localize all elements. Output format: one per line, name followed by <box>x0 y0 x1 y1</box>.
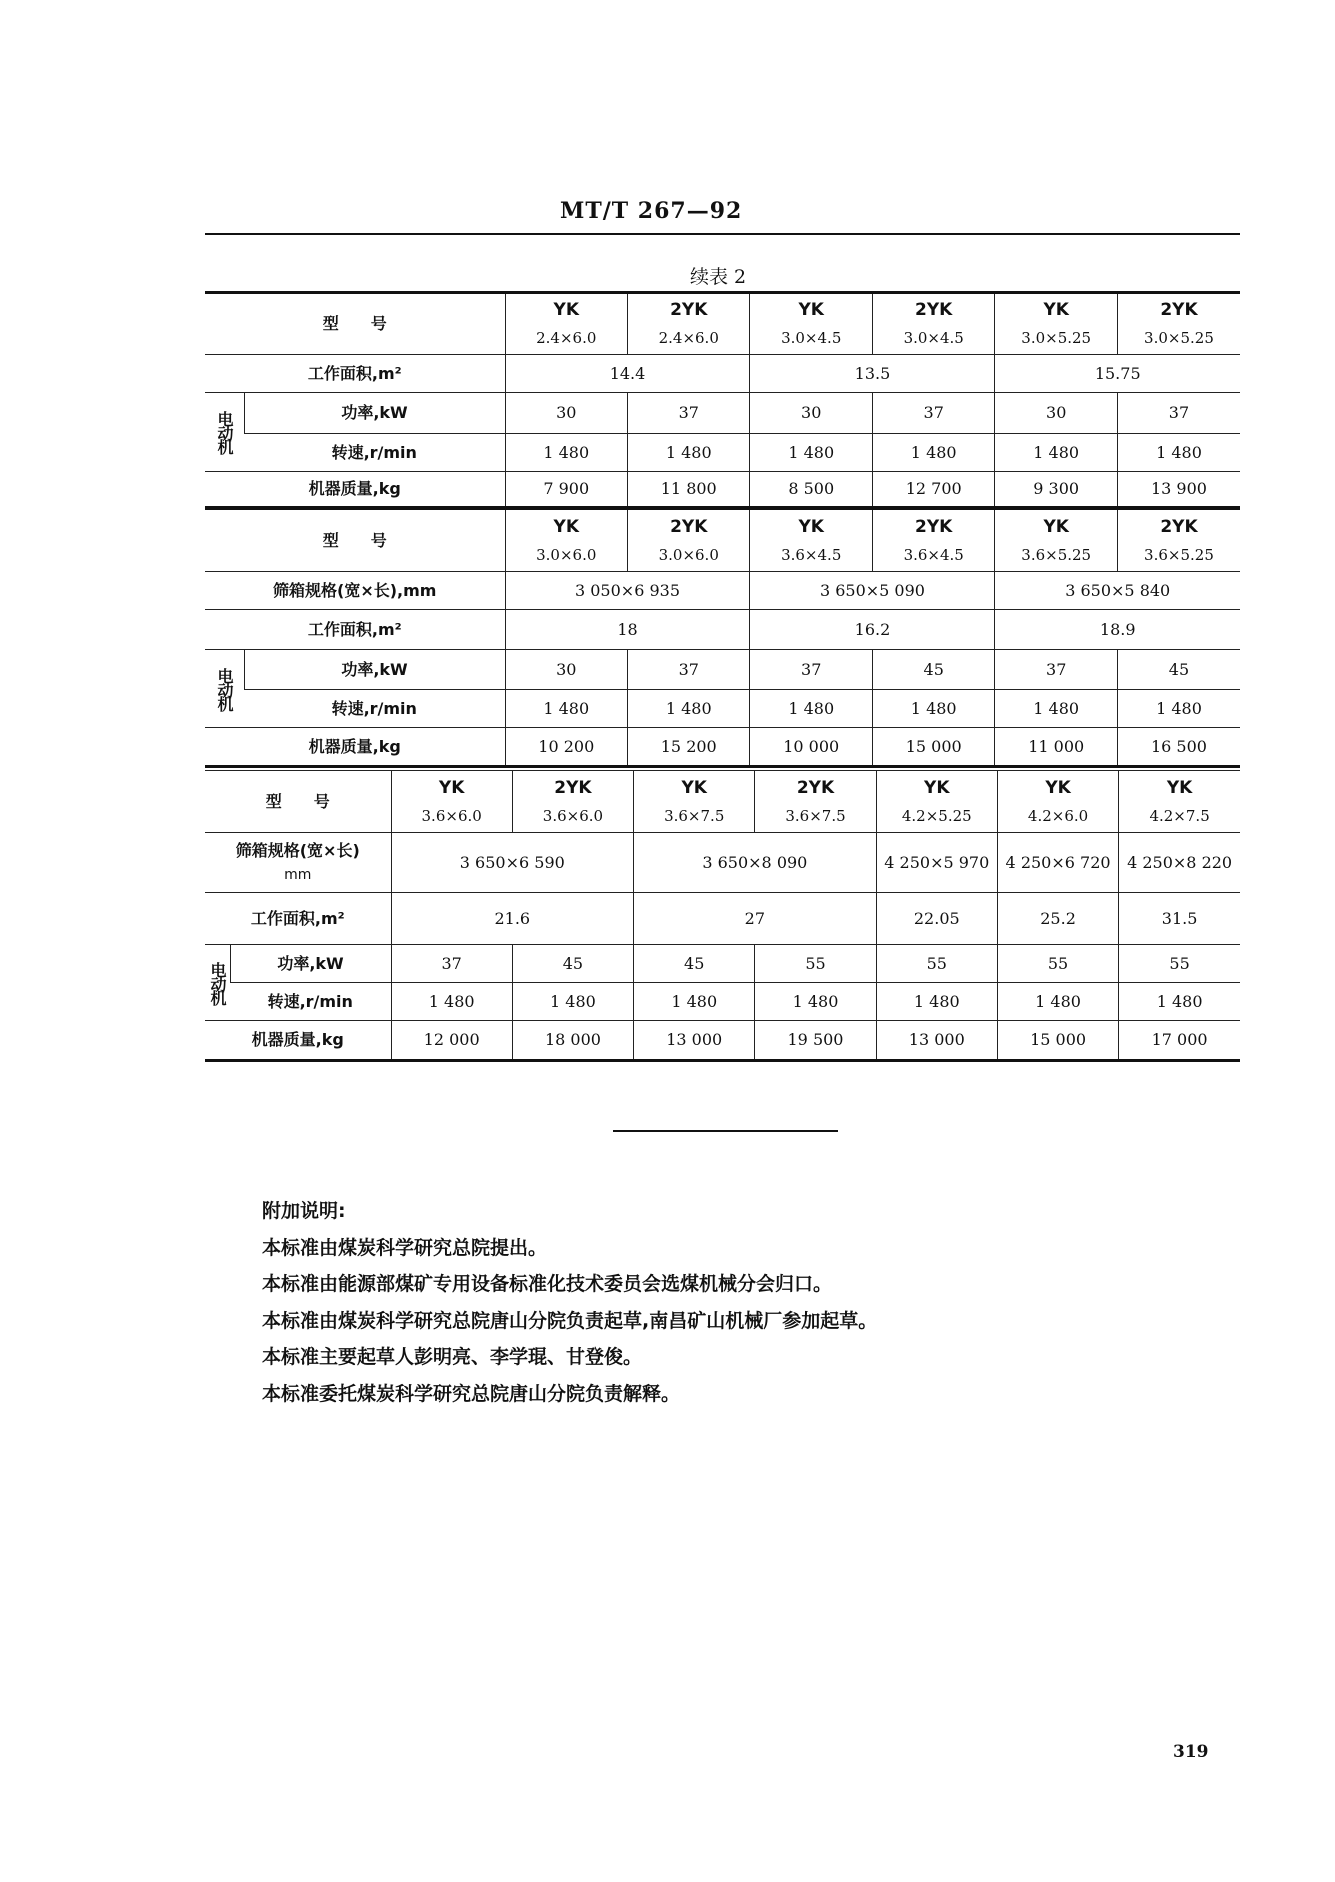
mass-value: 19 500 <box>755 1021 876 1061</box>
speed-value: 1 480 <box>876 983 997 1021</box>
power-value: 30 <box>750 393 872 434</box>
mass-value: 15 000 <box>997 1021 1118 1061</box>
power-value: 30 <box>505 650 627 690</box>
section-separator <box>613 1130 838 1132</box>
speed-value: 1 480 <box>512 983 633 1021</box>
speed-value: 1 480 <box>1119 983 1240 1021</box>
speed-value: 1 480 <box>872 690 994 728</box>
screen-spec-label: 筛箱规格(宽×长) mm <box>205 833 391 893</box>
power-label: 功率,kW <box>230 945 391 983</box>
screen-spec-value: 3 650×5 840 <box>995 572 1240 610</box>
work-area-value: 21.6 <box>391 893 634 945</box>
mass-label: 机器质量,kg <box>205 1021 391 1061</box>
mass-value: 13 000 <box>634 1021 755 1061</box>
screen-spec-value: 3 650×5 090 <box>750 572 995 610</box>
work-area-value: 15.75 <box>995 355 1240 393</box>
model-cell: YK 4.2×5.25 <box>876 771 997 833</box>
speed-value: 1 480 <box>995 690 1117 728</box>
speed-value: 1 480 <box>997 983 1118 1021</box>
model-cell: YK 3.0×6.0 <box>505 509 627 572</box>
mass-value: 12 000 <box>391 1021 512 1061</box>
model-label: 型 号 <box>205 293 505 355</box>
mass-value: 9 300 <box>995 472 1117 508</box>
work-area-value: 25.2 <box>997 893 1118 945</box>
power-value: 55 <box>755 945 876 983</box>
mass-value: 13 900 <box>1117 472 1240 508</box>
model-cell: YK 3.6×6.0 <box>391 771 512 833</box>
notes-line: 本标准由煤炭科学研究总院提出。 <box>262 1236 548 1259</box>
speed-label: 转速,r/min <box>230 983 391 1021</box>
model-cell: YK 3.0×5.25 <box>995 293 1117 355</box>
notes-line: 本标准由煤炭科学研究总院唐山分院负责起草,南昌矿山机械厂参加起草。 <box>262 1309 878 1332</box>
work-area-value: 16.2 <box>750 610 995 650</box>
work-area-value: 27 <box>634 893 877 945</box>
mass-value: 8 500 <box>750 472 872 508</box>
speed-value: 1 480 <box>750 434 872 472</box>
model-cell: YK 4.2×6.0 <box>997 771 1118 833</box>
mass-value: 15 200 <box>628 728 750 767</box>
power-value: 37 <box>628 393 750 434</box>
spec-table-block-1 <box>205 291 1240 509</box>
speed-value: 1 480 <box>995 434 1117 472</box>
model-cell: YK 4.2×7.5 <box>1119 771 1240 833</box>
speed-label: 转速,r/min <box>244 690 505 728</box>
model-cell: YK 2.4×6.0 <box>505 293 627 355</box>
speed-value: 1 480 <box>1117 434 1240 472</box>
speed-value: 1 480 <box>628 690 750 728</box>
power-value: 45 <box>872 650 994 690</box>
mass-value: 15 000 <box>872 728 994 767</box>
power-value: 45 <box>512 945 633 983</box>
screen-spec-value: 3 650×6 590 <box>391 833 634 893</box>
power-value: 37 <box>628 650 750 690</box>
power-value: 45 <box>634 945 755 983</box>
page-number: 319 <box>1173 1742 1209 1762</box>
speed-value: 1 480 <box>505 434 627 472</box>
model-cell: 2YK 3.0×4.5 <box>872 293 994 355</box>
work-area-label: 工作面积,m² <box>205 610 505 650</box>
model-cell: 2YK 3.6×7.5 <box>755 771 876 833</box>
model-label: 型 号 <box>205 771 391 833</box>
model-cell: 2YK 3.0×6.0 <box>628 509 750 572</box>
model-label: 型 号 <box>205 509 505 572</box>
power-value: 37 <box>391 945 512 983</box>
notes-line: 本标准由能源部煤矿专用设备标准化技术委员会选煤机械分会归口。 <box>262 1273 833 1295</box>
notes-title: 附加说明: <box>262 1200 346 1222</box>
power-value: 37 <box>872 393 994 434</box>
speed-value: 1 480 <box>750 690 872 728</box>
mass-value: 10 200 <box>505 728 627 767</box>
power-value: 30 <box>995 393 1117 434</box>
mass-value: 10 000 <box>750 728 872 767</box>
screen-spec-value: 3 050×6 935 <box>505 572 750 610</box>
power-value: 37 <box>995 650 1117 690</box>
screen-spec-label: 筛箱规格(宽×长),mm <box>205 572 505 610</box>
speed-value: 1 480 <box>634 983 755 1021</box>
power-value: 37 <box>750 650 872 690</box>
power-value: 37 <box>1117 393 1240 434</box>
power-value: 55 <box>1119 945 1240 983</box>
model-cell: YK 3.6×7.5 <box>634 771 755 833</box>
screen-spec-value: 4 250×5 970 <box>876 833 997 893</box>
notes-line: 本标准主要起草人彭明亮、李学琨、甘登俊。 <box>262 1346 643 1368</box>
work-area-value: 14.4 <box>505 355 750 393</box>
power-value: 55 <box>876 945 997 983</box>
power-value: 30 <box>505 393 627 434</box>
work-area-value: 22.05 <box>876 893 997 945</box>
model-cell: YK 3.6×4.5 <box>750 509 872 572</box>
work-area-value: 31.5 <box>1119 893 1240 945</box>
mass-label: 机器质量,kg <box>205 728 505 767</box>
mass-value: 11 000 <box>995 728 1117 767</box>
mass-value: 17 000 <box>1119 1021 1240 1061</box>
mass-value: 12 700 <box>872 472 994 508</box>
speed-value: 1 480 <box>391 983 512 1021</box>
speed-value: 1 480 <box>1117 690 1240 728</box>
notes-line: 本标准委托煤炭科学研究总院唐山分院负责解释。 <box>262 1382 681 1405</box>
mass-value: 18 000 <box>512 1021 633 1061</box>
mass-value: 7 900 <box>505 472 627 508</box>
work-area-label: 工作面积,m² <box>205 355 505 393</box>
model-cell: YK 3.6×5.25 <box>995 509 1117 572</box>
work-area-value: 18 <box>505 610 750 650</box>
speed-value: 1 480 <box>628 434 750 472</box>
work-area-value: 13.5 <box>750 355 995 393</box>
model-cell: 2YK 3.0×5.25 <box>1117 293 1240 355</box>
header-rule <box>205 233 1240 235</box>
standard-number: MT/T 267—92 <box>560 198 743 224</box>
speed-value: 1 480 <box>505 690 627 728</box>
motor-label: 电动机 <box>205 393 244 472</box>
speed-label: 转速,r/min <box>244 434 505 472</box>
speed-value: 1 480 <box>755 983 876 1021</box>
work-area-label: 工作面积,m² <box>205 893 391 945</box>
mass-label: 机器质量,kg <box>205 472 505 508</box>
work-area-value: 18.9 <box>995 610 1240 650</box>
motor-label: 电动机 <box>205 945 230 1021</box>
screen-spec-value: 3 650×8 090 <box>634 833 877 893</box>
model-cell: 2YK 3.6×4.5 <box>872 509 994 572</box>
power-label: 功率,kW <box>244 650 505 690</box>
additional-notes <box>262 1193 1162 1412</box>
power-value: 55 <box>997 945 1118 983</box>
model-cell: 2YK 3.6×5.25 <box>1117 509 1240 572</box>
motor-label: 电动机 <box>205 650 244 728</box>
table-title: 续表 2 <box>690 266 747 288</box>
screen-spec-value: 4 250×6 720 <box>997 833 1118 893</box>
speed-value: 1 480 <box>872 434 994 472</box>
mass-value: 13 000 <box>876 1021 997 1061</box>
screen-spec-value: 4 250×8 220 <box>1119 833 1240 893</box>
mass-value: 16 500 <box>1117 728 1240 767</box>
model-cell: 2YK 2.4×6.0 <box>628 293 750 355</box>
model-cell: YK 3.0×4.5 <box>750 293 872 355</box>
power-label: 功率,kW <box>244 393 505 434</box>
model-cell: 2YK 3.6×6.0 <box>512 771 633 833</box>
spec-table-block-3 <box>205 770 1240 1062</box>
spec-table-block-2 <box>205 507 1240 768</box>
mass-value: 11 800 <box>628 472 750 508</box>
power-value: 45 <box>1117 650 1240 690</box>
